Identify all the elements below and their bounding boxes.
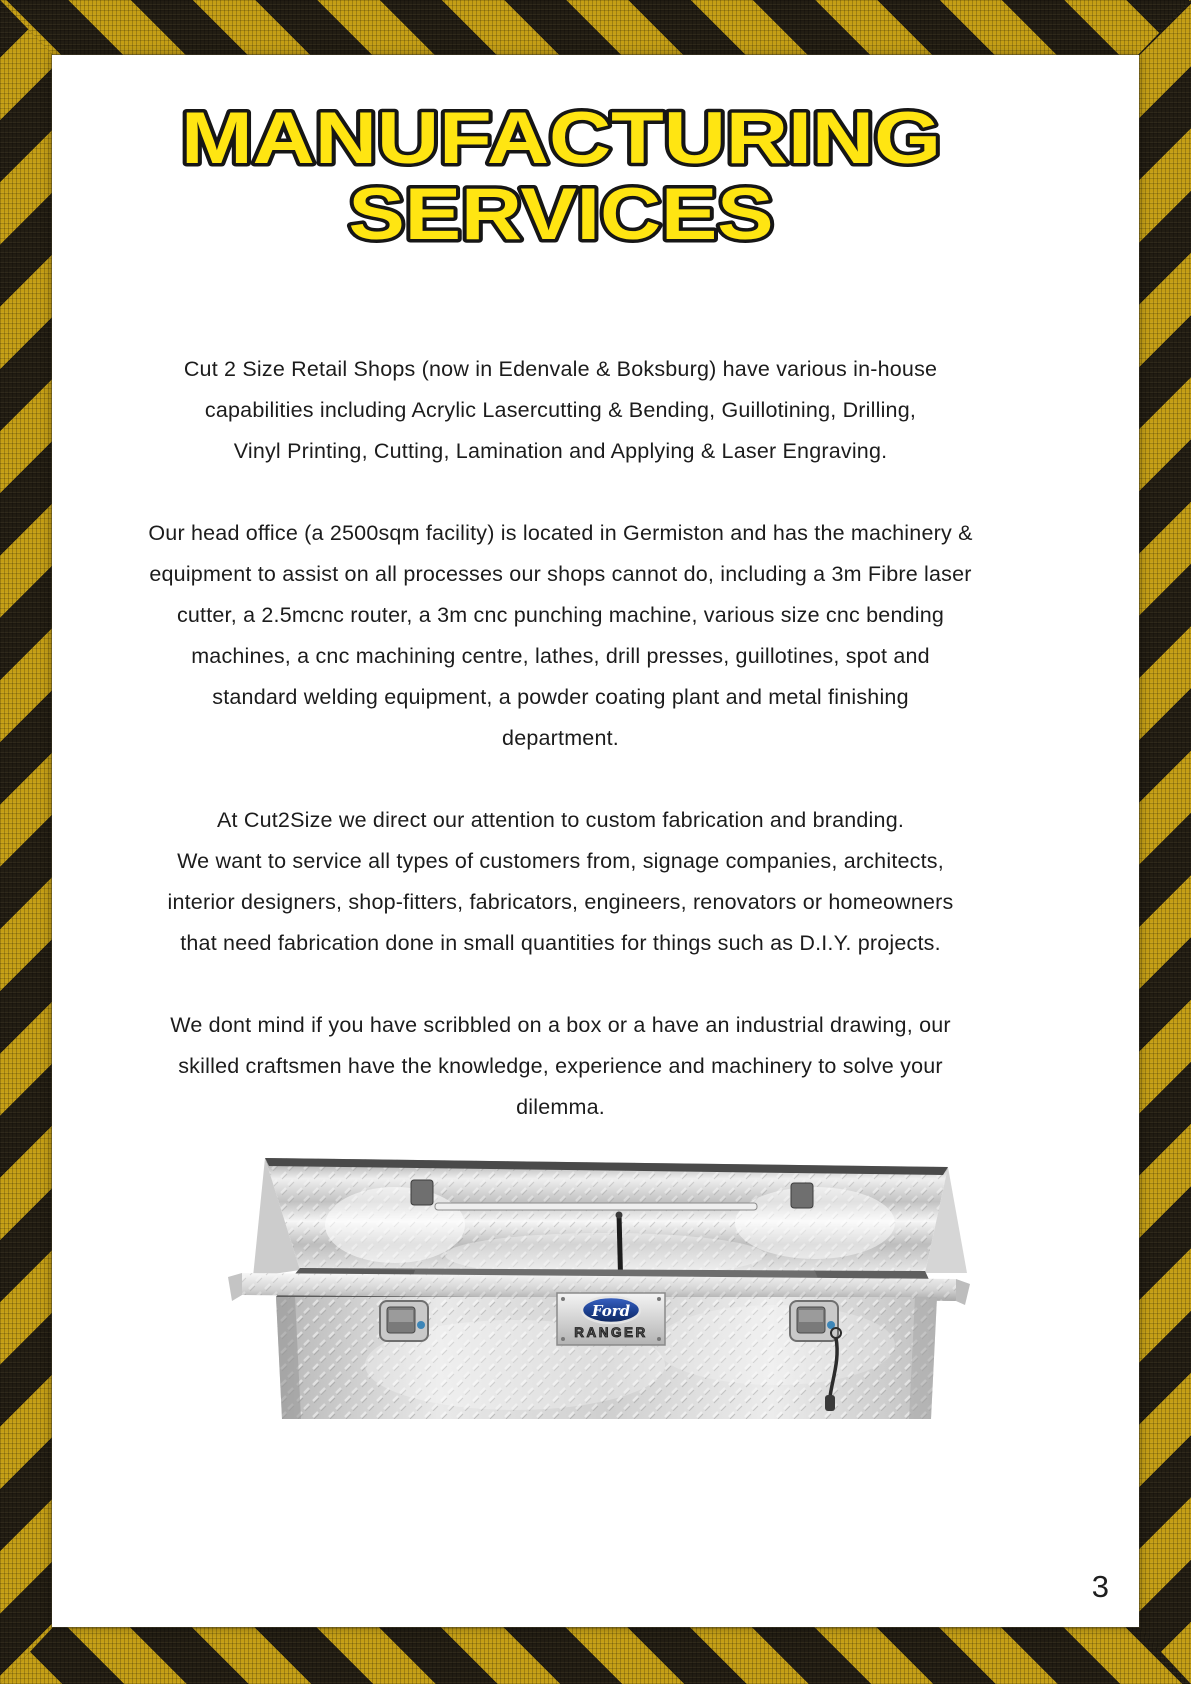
toolbox-photo [215,1155,975,1423]
hazard-tape-border-left [0,0,54,1684]
hazard-tape-border-top [0,0,1191,56]
body-paragraph [52,1005,1069,1128]
page-title-line2: SERVICES [348,174,773,255]
text-line: Cut 2 Size Retail Shops (now in Edenvale & Boksburg) have various in-house [183,357,938,381]
toolbox-lid-rail [435,1203,757,1210]
text-line: We dont mind if you have scribbled on a box or a have an industrial drawing, our [170,1013,951,1037]
text-line: that need fabrication done in small quantities for things such as D.I.Y. projects. [180,931,941,955]
page-title-line1: MANUFACTURING [180,98,941,179]
body-paragraphs [52,349,1069,1128]
text-line: We want to service all types of customers from, signage companies, architects, [177,849,944,873]
text-line: department. [502,726,619,750]
ford-ranger-badge [557,1293,665,1345]
text-line: capabilities including Acrylic Lasercutting & Bending, Guillotining, Drilling, [204,398,917,422]
hazard-tape-border-right [1137,0,1191,1684]
text-line: dilemma. [516,1095,605,1119]
ranger-badge-text: RANGER [574,1325,648,1340]
page-number: 3 [1091,1569,1109,1604]
text-line: Our head office (a 2500sqm facility) is located in Germiston and has the machinery & [148,521,973,545]
text-line: cutter, a 2.5mcnc router, a 3m cnc punching machine, various size cnc bending [176,603,945,627]
page-title [71,91,1051,259]
toolbox-lid-hook-left [411,1180,433,1205]
content-panel [52,55,1139,1627]
toolbox-latch-left [380,1301,428,1341]
hazard-tape-border-bottom [0,1626,1191,1684]
ford-logo-text: Ford [591,1302,631,1320]
body-paragraph [52,349,1069,472]
toolbox-photo-svg [215,1155,975,1423]
text-line: Vinyl Printing, Cutting, Lamination and Applying & Laser Engraving. [233,439,888,463]
toolbox-lid-hook-right [791,1183,813,1208]
body-paragraph [52,800,1069,964]
text-line: machines, a cnc machining centre, lathes, drill presses, guillotines, spot and [191,644,930,668]
text-line: equipment to assist on all processes our shops cannot do, including a 3m Fibre laser [149,562,972,586]
text-line: At Cut2Size we direct our attention to custom fabrication and branding. [216,808,905,832]
body-paragraph [52,513,1069,759]
text-line: standard welding equipment, a powder coating plant and metal finishing [212,685,909,709]
text-line: interior designers, shop-fitters, fabricators, engineers, renovators or homeowners [167,890,954,914]
text-column [52,91,1139,1128]
text-line: skilled craftsmen have the knowledge, experience and machinery to solve your [178,1054,943,1078]
